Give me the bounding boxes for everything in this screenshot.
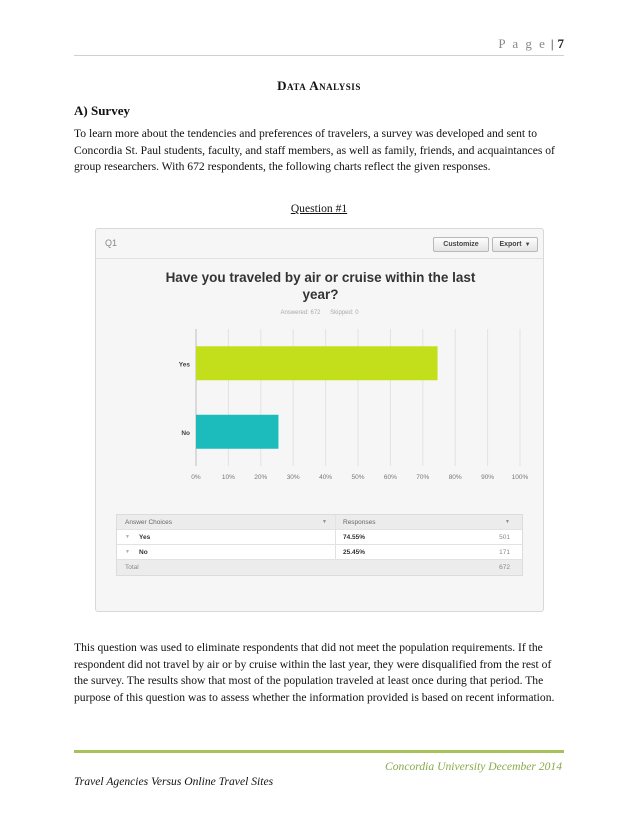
table-row	[117, 545, 522, 560]
x-tick-label: 80%	[448, 474, 462, 481]
customize-button[interactable]: Customize	[433, 237, 489, 252]
responses-table	[116, 514, 523, 576]
chart-title: Have you traveled by air or cruise within the last year?	[165, 270, 476, 302]
answer-choice: Yes	[139, 534, 151, 541]
page-separator: |	[550, 36, 554, 51]
x-tick-label: 70%	[416, 474, 430, 481]
skipped-count: Skipped: 0	[330, 310, 359, 316]
x-tick-label: 90%	[481, 474, 495, 481]
x-tick-label: 30%	[286, 474, 300, 481]
export-label: Export	[499, 241, 522, 248]
page-number-header	[498, 36, 564, 52]
x-tick-label: 0%	[191, 474, 201, 481]
answered-count: Answered: 672	[280, 310, 321, 316]
footer-rule	[74, 750, 564, 753]
category-label: Yes	[178, 361, 190, 369]
question-id: Q1	[105, 238, 118, 248]
table-header	[117, 515, 522, 530]
footer-document-title: Travel Agencies Versus Online Travel Sites	[74, 775, 274, 788]
header-rule	[74, 55, 564, 56]
column-divider	[335, 515, 336, 529]
table-total-row	[117, 560, 522, 575]
footer-institution: Concordia University December 2014	[385, 760, 562, 773]
column-divider	[335, 530, 336, 544]
analysis-paragraph: This question was used to eliminate respondents that did not meet the population requirements. If the respondent did not travel by air or by cruise within the last year, they were disqualified from the rest of the survey. The results show that most of the population traveled at least once during that period. The purpose of this question was to assess whether the information provided is based on recent information.	[74, 641, 555, 704]
x-tick-label: 20%	[254, 474, 268, 481]
x-tick-label: 50%	[351, 474, 365, 481]
page-number: 7	[557, 36, 564, 51]
sort-caret-icon[interactable]: ▼	[322, 519, 327, 525]
page-title: Data Analysis	[277, 78, 361, 93]
bar-no	[196, 415, 278, 449]
question-label: Question #1	[290, 202, 348, 215]
total-count: 672	[499, 564, 510, 571]
answer-choices-header[interactable]: Answer Choices	[125, 519, 172, 526]
chevron-down-icon: ▼	[524, 242, 531, 248]
responses-header[interactable]: Responses	[343, 519, 376, 526]
response-percent: 25.45%	[343, 549, 366, 556]
response-count: 171	[499, 549, 510, 556]
sort-caret-icon[interactable]: ▼	[505, 519, 510, 525]
page-word: P a g e	[498, 36, 547, 51]
survey-results-panel	[95, 228, 544, 612]
expand-icon[interactable]: ▼	[125, 534, 130, 540]
x-tick-label: 100%	[511, 474, 529, 481]
bar-chart	[96, 229, 545, 509]
table-row	[117, 530, 522, 545]
category-label: No	[181, 429, 190, 437]
x-tick-label: 10%	[221, 474, 235, 481]
section-heading: A) Survey	[74, 103, 130, 118]
response-count: 501	[499, 534, 510, 541]
column-divider	[335, 545, 336, 559]
bar-yes	[196, 346, 438, 380]
x-tick-label: 60%	[383, 474, 397, 481]
x-tick-label: 40%	[319, 474, 333, 481]
intro-paragraph: To learn more about the tendencies and preferences of travelers, a survey was developed and sent to Concordia St. Paul students, faculty, and staff members, as well as family, friends, and acquaintances of group researchers. With 672 respondents, the following charts reflect the given responses.	[74, 127, 555, 173]
total-label: Total	[125, 564, 139, 571]
response-percent: 74.55%	[343, 534, 366, 541]
answer-choice: No	[139, 549, 148, 556]
expand-icon[interactable]: ▼	[125, 549, 130, 555]
